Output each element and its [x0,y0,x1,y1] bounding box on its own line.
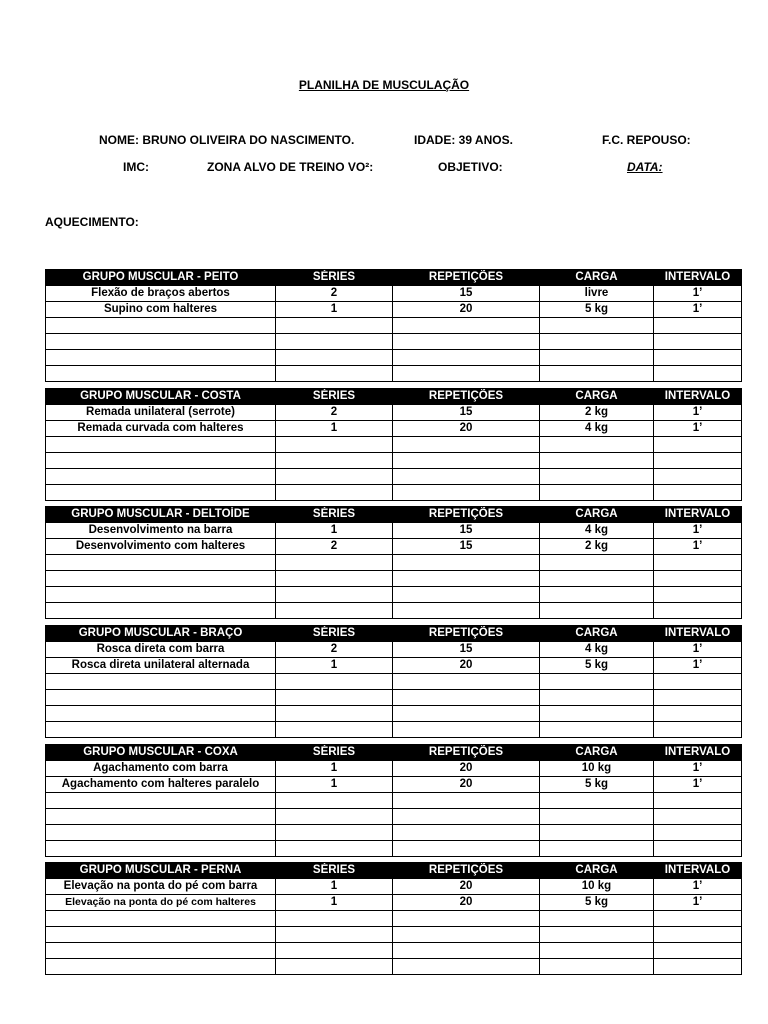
interval-cell [654,674,742,690]
interval-cell: 1’ [654,761,742,777]
group-name-header: GRUPO MUSCULAR - PEITO [46,270,276,286]
series-cell: 2 [276,642,393,658]
repetitions-cell [393,959,540,975]
interval-cell [654,366,742,382]
table-row [46,453,742,469]
interval-cell [654,690,742,706]
table-row [46,642,742,658]
exercise-cell: Desenvolvimento com halteres [46,539,276,555]
group-name-header: GRUPO MUSCULAR - COXA [46,745,276,761]
series-cell [276,603,393,619]
interval-cell [654,793,742,809]
repetitions-header: REPETIÇÕES [393,863,540,879]
table-row [46,603,742,619]
table-row [46,841,742,857]
exercise-cell: Remada curvada com halteres [46,421,276,437]
load-cell: 4 kg [540,421,654,437]
table-row [46,761,742,777]
interval-cell: 1’ [654,879,742,895]
series-cell [276,334,393,350]
table-row [46,405,742,421]
series-cell [276,437,393,453]
load-cell [540,437,654,453]
repetitions-cell [393,453,540,469]
load-cell [540,793,654,809]
series-header: SÉRIES [276,863,393,879]
page-title: PLANILHA DE MUSCULAÇÃO [298,78,470,92]
repetitions-cell: 20 [393,761,540,777]
name-field: NOME: BRUNO OLIVEIRA DO NASCIMENTO. [99,133,355,147]
exercise-cell [46,690,276,706]
repetitions-cell [393,469,540,485]
table-row [46,485,742,501]
muscle-group-table [45,269,742,382]
exercise-cell [46,706,276,722]
repetitions-cell [393,706,540,722]
exercise-cell [46,943,276,959]
group-name-header: GRUPO MUSCULAR - BRAÇO [46,626,276,642]
load-cell: 5 kg [540,777,654,793]
repetitions-cell: 20 [393,421,540,437]
repetitions-cell: 15 [393,405,540,421]
load-header: CARGA [540,270,654,286]
repetitions-cell: 15 [393,642,540,658]
table-row [46,571,742,587]
series-cell [276,571,393,587]
interval-cell [654,603,742,619]
series-cell [276,809,393,825]
repetitions-header: REPETIÇÕES [393,626,540,642]
table-row [46,350,742,366]
exercise-cell: Agachamento com halteres paralelo [46,777,276,793]
exercise-cell: Flexão de braços abertos [46,286,276,302]
load-cell [540,841,654,857]
interval-header: INTERVALO [654,270,742,286]
exercise-cell [46,825,276,841]
load-cell [540,318,654,334]
table-row [46,777,742,793]
table-row [46,943,742,959]
interval-header: INTERVALO [654,745,742,761]
exercise-cell [46,841,276,857]
series-cell [276,793,393,809]
repetitions-cell [393,366,540,382]
interval-cell [654,911,742,927]
repetitions-cell [393,943,540,959]
load-cell [540,587,654,603]
repetitions-header: REPETIÇÕES [393,389,540,405]
load-header: CARGA [540,626,654,642]
table-row [46,959,742,975]
interval-header: INTERVALO [654,389,742,405]
load-cell [540,674,654,690]
table-header-row [46,507,742,523]
exercise-cell: Agachamento com barra [46,761,276,777]
exercise-cell [46,674,276,690]
series-cell [276,587,393,603]
table-row [46,895,742,911]
series-cell [276,555,393,571]
table-header-row [46,270,742,286]
table-header-row [46,745,742,761]
table-row [46,793,742,809]
exercise-cell: Elevação na ponta do pé com halteres [46,895,276,911]
exercise-cell [46,485,276,501]
repetitions-cell: 20 [393,895,540,911]
table-row [46,809,742,825]
repetitions-cell [393,674,540,690]
group-name-header: GRUPO MUSCULAR - COSTA [46,389,276,405]
load-cell [540,825,654,841]
load-cell: 4 kg [540,642,654,658]
series-cell [276,911,393,927]
interval-cell: 1’ [654,523,742,539]
series-cell: 1 [276,421,393,437]
repetitions-cell [393,587,540,603]
warmup-label: AQUECIMENTO: [45,215,139,229]
interval-header: INTERVALO [654,507,742,523]
interval-cell [654,453,742,469]
group-name-header: GRUPO MUSCULAR - DELTOÍDE [46,507,276,523]
repetitions-cell: 15 [393,286,540,302]
table-header-row [46,626,742,642]
interval-cell [654,959,742,975]
load-cell [540,690,654,706]
repetitions-cell: 20 [393,777,540,793]
exercise-cell [46,911,276,927]
repetitions-cell [393,841,540,857]
repetitions-cell: 20 [393,658,540,674]
load-cell [540,943,654,959]
exercise-cell: Elevação na ponta do pé com barra [46,879,276,895]
exercise-cell [46,927,276,943]
series-cell: 2 [276,539,393,555]
series-cell [276,722,393,738]
repetitions-cell [393,690,540,706]
load-cell [540,959,654,975]
exercise-cell [46,587,276,603]
group-name-header: GRUPO MUSCULAR - PERNA [46,863,276,879]
resting-hr-field: F.C. REPOUSO: [602,133,691,147]
series-cell [276,706,393,722]
exercise-cell [46,437,276,453]
series-cell: 1 [276,879,393,895]
table-row [46,334,742,350]
series-cell [276,674,393,690]
table-row [46,539,742,555]
exercise-cell [46,603,276,619]
load-cell: 4 kg [540,523,654,539]
repetitions-cell [393,809,540,825]
muscle-group-table [45,506,742,619]
series-cell: 1 [276,658,393,674]
series-cell: 1 [276,761,393,777]
series-cell [276,318,393,334]
interval-cell: 1’ [654,286,742,302]
repetitions-header: REPETIÇÕES [393,745,540,761]
load-cell [540,366,654,382]
table-row [46,927,742,943]
table-row [46,469,742,485]
load-cell: 2 kg [540,539,654,555]
interval-cell [654,587,742,603]
interval-cell: 1’ [654,539,742,555]
repetitions-cell [393,334,540,350]
load-cell [540,469,654,485]
muscle-group-table [45,744,742,857]
exercise-cell: Remada unilateral (serrote) [46,405,276,421]
table-row [46,286,742,302]
age-field: IDADE: 39 ANOS. [414,133,513,147]
exercise-cell [46,809,276,825]
table-row [46,523,742,539]
table-row [46,658,742,674]
series-cell [276,943,393,959]
repetitions-cell [393,555,540,571]
imc-field: IMC: [123,160,149,174]
interval-cell [654,350,742,366]
table-row [46,587,742,603]
load-cell [540,722,654,738]
exercise-cell [46,469,276,485]
repetitions-cell [393,485,540,501]
table-row [46,555,742,571]
load-cell [540,603,654,619]
table-row [46,911,742,927]
repetitions-cell: 15 [393,523,540,539]
interval-cell [654,943,742,959]
series-cell [276,366,393,382]
series-cell [276,825,393,841]
repetitions-cell [393,437,540,453]
repetitions-header: REPETIÇÕES [393,270,540,286]
series-header: SÉRIES [276,389,393,405]
repetitions-cell [393,911,540,927]
interval-cell [654,927,742,943]
series-cell [276,453,393,469]
load-cell [540,334,654,350]
exercise-cell [46,959,276,975]
load-header: CARGA [540,507,654,523]
load-cell: 10 kg [540,879,654,895]
repetitions-header: REPETIÇÕES [393,507,540,523]
table-row [46,302,742,318]
table-row [46,674,742,690]
table-row [46,690,742,706]
interval-cell [654,825,742,841]
table-row [46,318,742,334]
table-row [46,421,742,437]
interval-cell [654,841,742,857]
series-cell [276,841,393,857]
interval-cell: 1’ [654,405,742,421]
exercise-cell: Rosca direta unilateral alternada [46,658,276,674]
exercise-cell [46,318,276,334]
series-cell: 2 [276,286,393,302]
repetitions-cell [393,571,540,587]
exercise-cell [46,555,276,571]
repetitions-cell: 20 [393,302,540,318]
interval-cell: 1’ [654,421,742,437]
interval-cell [654,469,742,485]
load-cell [540,706,654,722]
repetitions-cell [393,318,540,334]
exercise-cell [46,334,276,350]
exercise-cell: Desenvolvimento na barra [46,523,276,539]
series-cell [276,690,393,706]
load-cell: 10 kg [540,761,654,777]
muscle-group-table [45,625,742,738]
objective-field: OBJETIVO: [438,160,503,174]
interval-cell [654,809,742,825]
interval-cell [654,334,742,350]
load-cell [540,453,654,469]
exercise-cell [46,350,276,366]
exercise-cell: Supino com halteres [46,302,276,318]
interval-cell [654,706,742,722]
interval-cell [654,722,742,738]
table-header-row [46,389,742,405]
interval-cell: 1’ [654,302,742,318]
muscle-group-table [45,388,742,501]
series-cell [276,927,393,943]
load-cell [540,350,654,366]
table-row [46,706,742,722]
load-cell: 5 kg [540,658,654,674]
repetitions-cell [393,722,540,738]
training-zone-field: ZONA ALVO DE TREINO VO²: [207,160,374,174]
exercise-cell [46,793,276,809]
load-cell [540,911,654,927]
load-cell [540,571,654,587]
load-cell [540,555,654,571]
series-cell [276,350,393,366]
repetitions-cell: 20 [393,879,540,895]
interval-cell [654,437,742,453]
table-row [46,437,742,453]
interval-cell [654,571,742,587]
table-row [46,879,742,895]
load-cell: 2 kg [540,405,654,421]
exercise-cell [46,571,276,587]
load-cell: 5 kg [540,895,654,911]
interval-header: INTERVALO [654,626,742,642]
repetitions-cell [393,825,540,841]
muscle-group-table [45,862,742,975]
series-cell: 1 [276,302,393,318]
series-header: SÉRIES [276,626,393,642]
series-cell [276,959,393,975]
series-cell: 2 [276,405,393,421]
table-header-row [46,863,742,879]
load-header: CARGA [540,863,654,879]
interval-cell [654,318,742,334]
series-header: SÉRIES [276,745,393,761]
load-cell [540,927,654,943]
repetitions-cell [393,603,540,619]
series-header: SÉRIES [276,507,393,523]
load-cell [540,809,654,825]
table-row [46,366,742,382]
interval-header: INTERVALO [654,863,742,879]
interval-cell [654,555,742,571]
table-row [46,825,742,841]
interval-cell [654,485,742,501]
repetitions-cell [393,927,540,943]
series-cell [276,469,393,485]
exercise-cell [46,722,276,738]
exercise-cell [46,366,276,382]
series-cell: 1 [276,523,393,539]
date-field: DATA: [627,160,663,174]
exercise-cell [46,453,276,469]
load-cell [540,485,654,501]
load-header: CARGA [540,745,654,761]
series-header: SÉRIES [276,270,393,286]
interval-cell: 1’ [654,777,742,793]
repetitions-cell: 15 [393,539,540,555]
repetitions-cell [393,793,540,809]
series-cell: 1 [276,895,393,911]
interval-cell: 1’ [654,642,742,658]
exercise-cell: Rosca direta com barra [46,642,276,658]
table-row [46,722,742,738]
load-cell: 5 kg [540,302,654,318]
interval-cell: 1’ [654,895,742,911]
load-header: CARGA [540,389,654,405]
interval-cell: 1’ [654,658,742,674]
series-cell: 1 [276,777,393,793]
repetitions-cell [393,350,540,366]
series-cell [276,485,393,501]
load-cell: livre [540,286,654,302]
